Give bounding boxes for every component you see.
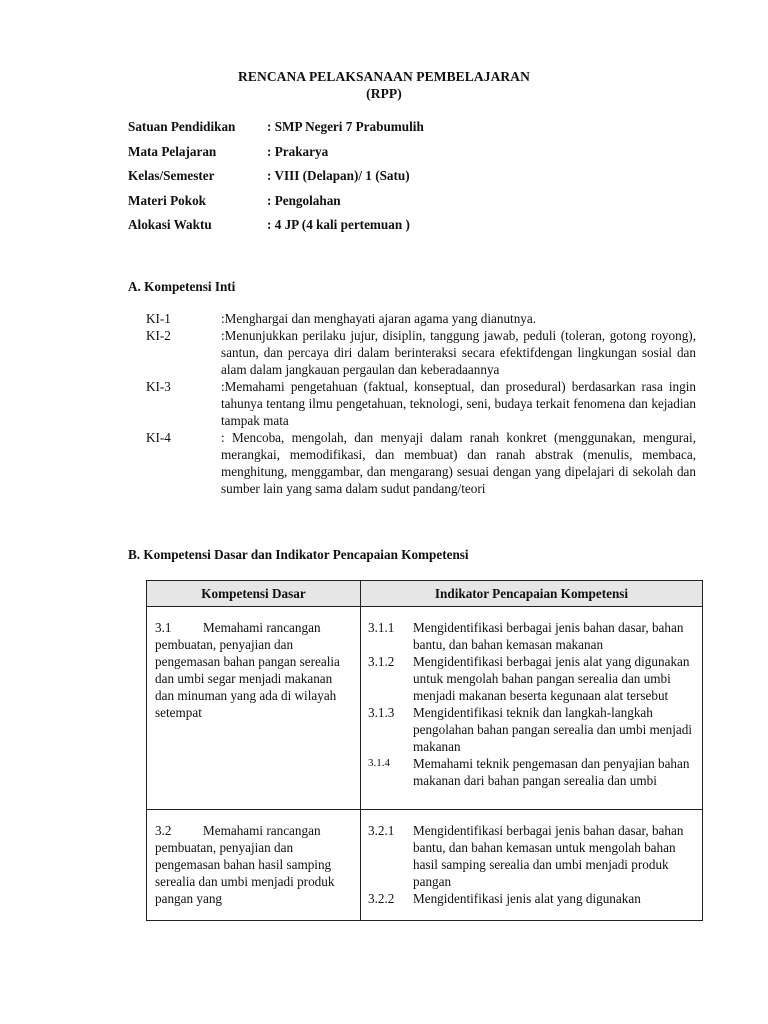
ki-code: KI-3 bbox=[146, 379, 171, 394]
section-a-heading: A. Kompetensi Inti bbox=[128, 279, 236, 294]
ki-item bbox=[146, 327, 696, 378]
kompetensi-dasar-table bbox=[146, 580, 703, 921]
title-line-2: (RPP) bbox=[366, 86, 402, 101]
indicator-text: Mengidentifikasi berbagai jenis bahan dasar, bahan bantu, dan bahan kemasan makanan bbox=[413, 620, 684, 652]
identity-block bbox=[128, 118, 424, 241]
identity-label: Kelas/Semester bbox=[128, 168, 215, 184]
ki-text: :Menghargai dan menghayati ajaran agama yang dianutnya. bbox=[221, 311, 537, 326]
identity-value: : Pengolahan bbox=[267, 192, 341, 208]
identity-label: Alokasi Waktu bbox=[128, 217, 212, 233]
column-header-indikator: Indikator Pencapaian Kompetensi bbox=[361, 581, 703, 607]
indicator-text: Mengidentifikasi berbagai jenis alat yang digunakan untuk mengolah bahan pangan serealia dan umbi menjadi makanan beserta kegunaan alat tersebut bbox=[413, 654, 690, 703]
indicator-item bbox=[368, 619, 698, 653]
table-row bbox=[147, 810, 703, 921]
kd-cell bbox=[147, 607, 361, 810]
indicator-text: Memahami teknik pengemasan dan penyajian bahan makanan dari bahan pangan serealia dan umbi bbox=[413, 756, 690, 788]
kd-text: Memahami rancangan pembuatan, penyajian dan pengemasan bahan pangan serealia dan umbi segar menjadi makanan dan minuman yang ada di wilayah setempat bbox=[155, 620, 340, 720]
ki-text: : Mencoba, mengolah, dan menyaji dalam ranah konkret (menggunakan, mengurai, merangkai, memodifikasi, dan membuat) dan ranah abstrak (menulis, membaca, menghitung, menggambar, dan mengarang) sesuai dengan yang dipelajari di sekolah dan sumber lain yang sama dalam sudut pandang/teori bbox=[221, 430, 696, 496]
identity-row bbox=[128, 192, 424, 217]
indicator-number: 3.1.2 bbox=[368, 654, 395, 669]
indicator-number: 3.1.3 bbox=[368, 705, 395, 720]
identity-value: : 4 JP (4 kali pertemuan ) bbox=[267, 217, 410, 233]
identity-label: Mata Pelajaran bbox=[128, 143, 217, 159]
table-row bbox=[147, 607, 703, 810]
identity-label: Materi Pokok bbox=[128, 192, 207, 208]
ki-item bbox=[146, 378, 696, 429]
identity-value: : Prakarya bbox=[267, 143, 329, 159]
identity-row bbox=[128, 143, 424, 168]
ki-item bbox=[146, 429, 696, 497]
ki-code: KI-2 bbox=[146, 328, 171, 343]
indicator-number: 3.2.1 bbox=[368, 823, 395, 838]
identity-row bbox=[128, 216, 424, 241]
kompetensi-inti-list bbox=[146, 310, 696, 497]
ki-code: KI-1 bbox=[146, 311, 171, 326]
identity-label: Satuan Pendidikan bbox=[128, 119, 236, 134]
kd-number: 3.1 bbox=[155, 620, 172, 635]
identity-value: : SMP Negeri 7 Prabumulih bbox=[267, 119, 424, 134]
document-title bbox=[0, 68, 768, 102]
indicator-cell bbox=[361, 607, 703, 810]
indicator-number: 3.1.1 bbox=[368, 620, 395, 635]
indicator-number: 3.2.2 bbox=[368, 891, 395, 906]
section-b-heading: B. Kompetensi Dasar dan Indikator Pencapaian Kompetensi bbox=[128, 547, 469, 562]
identity-row bbox=[128, 167, 424, 192]
ki-text: :Menunjukkan perilaku jujur, disiplin, tanggung jawab, peduli (toleran, gotong royong), santun, dan percaya diri dalam berinteraksi secara efektifdengan lingkungan sosial dan alam dalam jangkauan pergaulan dan keberadaannya bbox=[221, 328, 696, 377]
ki-code: KI-4 bbox=[146, 430, 171, 445]
indicator-item bbox=[368, 653, 698, 704]
indicator-cell bbox=[361, 810, 703, 921]
indicator-number: 3.1.4 bbox=[368, 757, 390, 769]
kd-number: 3.2 bbox=[155, 823, 172, 838]
indicator-text: Mengidentifikasi teknik dan langkah-langkah pengolahan bahan pangan serealia dan umbi menjadi makanan bbox=[413, 705, 693, 754]
kd-text: Memahami rancangan pembuatan, penyajian dan pengemasan bahan hasil samping serealia dan umbi menjadi produk pangan yang bbox=[155, 823, 335, 906]
indicator-item bbox=[368, 704, 698, 755]
indicator-text: Mengidentifikasi jenis alat yang digunakan bbox=[413, 891, 641, 906]
table-header-row bbox=[147, 581, 703, 607]
column-header-kompetensi-dasar: Kompetensi Dasar bbox=[147, 581, 361, 607]
ki-text: :Memahami pengetahuan (faktual, konseptual, dan prosedural) berdasarkan rasa ingin tahunya tentang ilmu pengetahuan, teknologi, seni, budaya terkait fenomena dan kejadian tampak mata bbox=[221, 379, 696, 428]
title-line-1: RENCANA PELAKSANAAN PEMBELAJARAN bbox=[238, 69, 530, 84]
indicator-item bbox=[368, 822, 698, 890]
identity-value: : VIII (Delapan)/ 1 (Satu) bbox=[267, 168, 410, 184]
indicator-item bbox=[368, 890, 698, 907]
indicator-text: Mengidentifikasi berbagai jenis bahan dasar, bahan bantu, dan bahan kemasan untuk mengolah bahan hasil samping serealia dan umbi menjadi produk pangan bbox=[413, 823, 684, 889]
kd-cell bbox=[147, 810, 361, 921]
ki-item bbox=[146, 310, 696, 327]
indicator-item bbox=[368, 755, 698, 789]
identity-row bbox=[128, 118, 424, 143]
